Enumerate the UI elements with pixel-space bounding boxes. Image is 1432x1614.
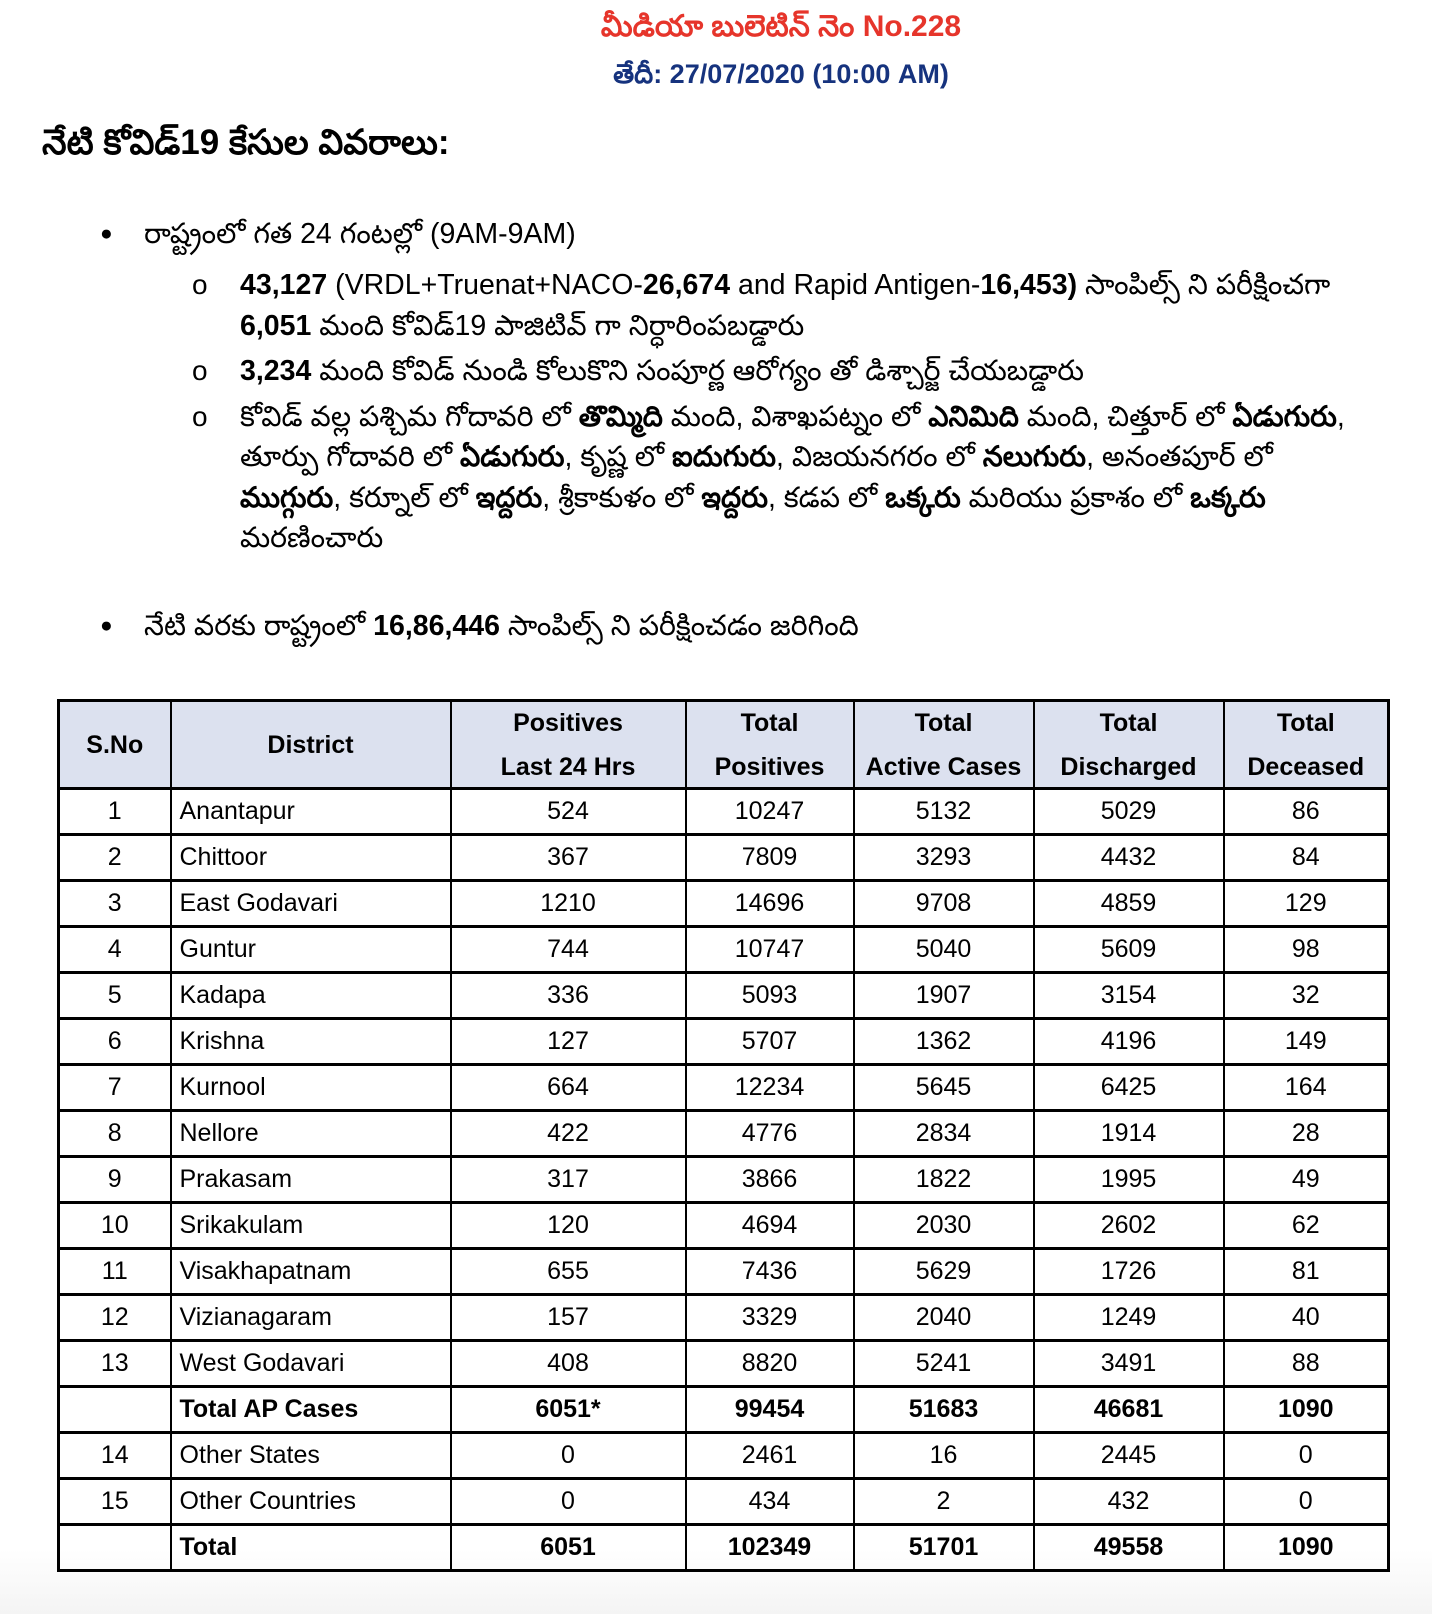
text-segment: ఒక్కరు — [1190, 481, 1266, 514]
table-row — [59, 1203, 1389, 1249]
value-cell: 664 — [451, 1065, 686, 1111]
text-segment: 16,86,446 — [373, 609, 500, 642]
text-segment: 6,051 — [240, 309, 312, 342]
district-cell: Total AP Cases — [171, 1387, 451, 1433]
section-heading: నేటి కోవిడ్19 కేసుల వివరాలు: — [42, 123, 450, 162]
table-header-cell — [854, 701, 1034, 789]
table-row — [59, 1249, 1389, 1295]
text-segment: 16,453) — [980, 269, 1078, 302]
value-cell: 5241 — [854, 1341, 1034, 1387]
bullet-text — [144, 607, 859, 645]
sub-bullet-deaths — [192, 397, 1432, 559]
table-row — [59, 1341, 1389, 1387]
text-segment: సాంపిల్స్ ని పరీక్షించగా — [1077, 269, 1331, 302]
circle-bullet-icon: o — [192, 269, 208, 301]
value-cell: 84 — [1224, 835, 1389, 881]
bullet-text: రాష్ట్రంలో గత 24 గంటల్లో (9AM-9AM) — [144, 218, 576, 250]
text-segment: , కృష్ణ లో — [564, 441, 673, 474]
value-cell: 1090 — [1224, 1525, 1389, 1571]
value-cell: 3154 — [1034, 973, 1224, 1019]
value-cell: 6425 — [1034, 1065, 1224, 1111]
value-cell: 7809 — [686, 835, 854, 881]
sub-bullet-discharged — [192, 351, 1432, 391]
value-cell: 317 — [451, 1157, 686, 1203]
text-segment: మంది కోవిడ్19 పాజిటివ్ గా నిర్ధారింపబడ్డారు — [311, 309, 805, 342]
value-cell: 1726 — [1034, 1249, 1224, 1295]
value-cell: 81 — [1224, 1249, 1389, 1295]
text-segment: ఏడుగురు — [459, 441, 565, 474]
sub-bullet-text — [240, 265, 1365, 346]
value-cell: 8820 — [686, 1341, 854, 1387]
district-cell: Nellore — [171, 1111, 451, 1157]
district-cell: Guntur — [171, 927, 451, 973]
value-cell: 129 — [1224, 881, 1389, 927]
text-segment: , విజయనగరం లో — [776, 441, 983, 474]
table-row — [59, 1525, 1389, 1571]
text-segment: ముగ్గురు — [240, 481, 334, 514]
bullet-dot-icon: ● — [100, 222, 113, 245]
district-cell: Other Countries — [171, 1479, 451, 1525]
value-cell: 422 — [451, 1111, 686, 1157]
district-cell: Visakhapatnam — [171, 1249, 451, 1295]
value-cell: 10747 — [686, 927, 854, 973]
table-header-cell — [171, 701, 451, 789]
value-cell: 164 — [1224, 1065, 1389, 1111]
sno-cell: 9 — [59, 1157, 171, 1203]
value-cell: 5629 — [854, 1249, 1034, 1295]
value-cell: 3491 — [1034, 1341, 1224, 1387]
value-cell: 2445 — [1034, 1433, 1224, 1479]
sub-bullet-text — [240, 351, 1365, 391]
text-segment: సాంపిల్స్ ని పరీక్షించడం జరిగింది — [499, 609, 859, 642]
district-cell: Kurnool — [171, 1065, 451, 1111]
sno-cell: 2 — [59, 835, 171, 881]
value-cell: 32 — [1224, 973, 1389, 1019]
bullet-dot-icon: ● — [100, 613, 113, 637]
district-cell: Kadapa — [171, 973, 451, 1019]
bullet-item-last-24-hrs — [100, 215, 1432, 253]
text-segment: , అనంతపూర్ లో — [1086, 441, 1273, 474]
value-cell: 5609 — [1034, 927, 1224, 973]
value-cell: 744 — [451, 927, 686, 973]
text-segment: నేటి వరకు రాష్ట్రంలో — [144, 609, 374, 642]
table-row — [59, 1433, 1389, 1479]
text-segment: 26,674 — [642, 269, 731, 302]
sno-cell: 12 — [59, 1295, 171, 1341]
district-cell: Other States — [171, 1433, 451, 1479]
district-cell: Vizianagaram — [171, 1295, 451, 1341]
table-row — [59, 881, 1389, 927]
value-cell: 434 — [686, 1479, 854, 1525]
sno-cell: 15 — [59, 1479, 171, 1525]
text-segment: మంది, చిత్తూర్ లో — [1018, 400, 1233, 433]
value-cell: 16 — [854, 1433, 1034, 1479]
value-cell: 1210 — [451, 881, 686, 927]
value-cell: 120 — [451, 1203, 686, 1249]
value-cell: 102349 — [686, 1525, 854, 1571]
text-segment: ఇద్దరు — [701, 481, 768, 514]
value-cell: 51701 — [854, 1525, 1034, 1571]
table-row — [59, 1479, 1389, 1525]
value-cell: 51683 — [854, 1387, 1034, 1433]
header-line: Discharged — [1060, 752, 1197, 781]
value-cell: 4776 — [686, 1111, 854, 1157]
text-segment: 3,234 — [240, 355, 312, 388]
header-line: Positives — [714, 752, 825, 781]
bulletin-title: మీడియా బులెటిన్ నెం No.228 — [600, 10, 962, 43]
header-line: Deceased — [1247, 752, 1365, 781]
district-cases-table — [57, 699, 1390, 1572]
header-line: Last 24 Hrs — [500, 752, 636, 781]
value-cell: 0 — [1224, 1433, 1389, 1479]
value-cell: 1249 — [1034, 1295, 1224, 1341]
value-cell: 5040 — [854, 927, 1034, 973]
district-cell: Prakasam — [171, 1157, 451, 1203]
table-row — [59, 789, 1389, 835]
value-cell: 0 — [451, 1433, 686, 1479]
value-cell: 149 — [1224, 1019, 1389, 1065]
district-cell: East Godavari — [171, 881, 451, 927]
text-segment: , శ్రీకాకుళం లో — [542, 481, 702, 514]
value-cell: 9708 — [854, 881, 1034, 927]
value-cell: 14696 — [686, 881, 854, 927]
sno-cell: 7 — [59, 1065, 171, 1111]
text-segment: , తూర్పు గోదావరి లో — [240, 400, 1345, 474]
sno-cell — [59, 1387, 171, 1433]
district-cell: West Godavari — [171, 1341, 451, 1387]
value-cell: 1090 — [1224, 1387, 1389, 1433]
table-row — [59, 927, 1389, 973]
table-header-cell — [1224, 701, 1389, 789]
text-segment: మంది కోవిడ్ నుండి కోలుకొని సంపూర్ణ ఆరోగ్యం తో డిశ్చార్జ్ చేయబడ్డారు — [311, 355, 1084, 388]
title-block — [0, 0, 1432, 97]
value-cell: 7436 — [686, 1249, 854, 1295]
header-line: S.No — [86, 730, 144, 759]
table-header-cell — [451, 701, 686, 789]
text-segment: ఏడుగురు — [1232, 400, 1337, 433]
text-segment: and Rapid Antigen- — [730, 269, 981, 302]
value-cell: 6051 — [451, 1525, 686, 1571]
district-cell: Srikakulam — [171, 1203, 451, 1249]
value-cell: 1362 — [854, 1019, 1034, 1065]
sub-bullet-samples-tested — [192, 265, 1432, 346]
table-row — [59, 1065, 1389, 1111]
value-cell: 524 — [451, 789, 686, 835]
sno-cell: 1 — [107, 797, 122, 826]
district-cell: Anantapur — [171, 789, 451, 835]
value-cell: 2030 — [854, 1203, 1034, 1249]
value-cell: 6051* — [451, 1387, 686, 1433]
value-cell: 3293 — [854, 835, 1034, 881]
text-segment: ఒక్కరు — [885, 481, 961, 514]
text-segment: (VRDL+Truenat+NACO- — [335, 269, 643, 302]
value-cell: 2040 — [854, 1295, 1034, 1341]
header-line: Active Cases — [865, 752, 1022, 781]
sno-cell: 11 — [59, 1249, 171, 1295]
sno-cell: 4 — [59, 927, 171, 973]
table-row — [59, 1295, 1389, 1341]
value-cell: 3329 — [686, 1295, 854, 1341]
text-segment: మరియు ప్రకాశం లో — [960, 481, 1191, 514]
value-cell: 336 — [451, 973, 686, 1019]
value-cell: 2 — [854, 1479, 1034, 1525]
value-cell: 5029 — [1034, 789, 1224, 835]
value-cell: 4859 — [1034, 881, 1224, 927]
value-cell: 367 — [451, 835, 686, 881]
text-segment: మంది, విశాఖపట్నం లో — [662, 400, 929, 433]
district-cell: Krishna — [171, 1019, 451, 1065]
sno-cell: 14 — [59, 1433, 171, 1479]
text-segment: ఐదుగురు — [672, 441, 776, 474]
table-row — [59, 973, 1389, 1019]
value-cell: 1995 — [1034, 1157, 1224, 1203]
text-segment: 43,127 — [240, 269, 336, 302]
value-cell: 1907 — [854, 973, 1034, 1019]
text-segment: కోవిడ్ వల్ల పశ్చిమ గోదావరి లో — [240, 400, 579, 433]
value-cell: 2602 — [1034, 1203, 1224, 1249]
value-cell: 40 — [1224, 1295, 1389, 1341]
sno-cell: 13 — [59, 1341, 171, 1387]
sub-bullet-text — [240, 397, 1365, 559]
header-line: Total — [1099, 708, 1158, 737]
value-cell: 5707 — [686, 1019, 854, 1065]
value-cell: 408 — [451, 1341, 686, 1387]
bullet-item-total-samples — [100, 607, 1432, 645]
sno-cell: 8 — [59, 1111, 171, 1157]
bulletin-date: తేదీ: 27/07/2020 (10:00 AM) — [613, 59, 949, 89]
value-cell: 62 — [1224, 1203, 1389, 1249]
header-line: Total — [914, 708, 973, 737]
text-segment: , కర్నూల్ లో — [333, 481, 476, 514]
value-cell: 99454 — [686, 1387, 854, 1433]
sub-bullet-list — [192, 265, 1432, 558]
value-cell: 432 — [1034, 1479, 1224, 1525]
value-cell: 98 — [1224, 927, 1389, 973]
value-cell: 49 — [1224, 1157, 1389, 1203]
value-cell: 49558 — [1034, 1525, 1224, 1571]
district-cell: Total — [171, 1525, 451, 1571]
table-row — [59, 1111, 1389, 1157]
value-cell: 88 — [1224, 1341, 1389, 1387]
circle-bullet-icon: o — [192, 400, 208, 432]
text-segment: ఇద్దరు — [475, 481, 543, 514]
value-cell: 12234 — [686, 1065, 854, 1111]
header-line: Total — [740, 708, 799, 737]
sno-cell: 5 — [59, 973, 171, 1019]
value-cell: 2461 — [686, 1433, 854, 1479]
table-row — [59, 1019, 1389, 1065]
value-cell: 3866 — [686, 1157, 854, 1203]
bullet-list — [100, 215, 1432, 645]
value-cell: 157 — [451, 1295, 686, 1341]
value-cell: 0 — [451, 1479, 686, 1525]
header-line: Total — [1276, 708, 1335, 737]
value-cell: 46681 — [1034, 1387, 1224, 1433]
district-cell: Chittoor — [171, 835, 451, 881]
value-cell: 4694 — [686, 1203, 854, 1249]
value-cell: 86 — [1224, 789, 1389, 835]
sno-cell — [59, 1525, 171, 1571]
value-cell: 4196 — [1034, 1019, 1224, 1065]
sno-cell: 10 — [59, 1203, 171, 1249]
circle-bullet-icon: o — [192, 355, 208, 387]
header-line: Positives — [513, 708, 623, 737]
sno-cell: 3 — [59, 881, 171, 927]
value-cell: 127 — [451, 1019, 686, 1065]
header-line: District — [267, 730, 354, 759]
table-header-cell — [1034, 701, 1224, 789]
text-segment: నలుగురు — [982, 441, 1087, 474]
value-cell: 1914 — [1034, 1111, 1224, 1157]
text-segment: , కడప లో — [767, 481, 886, 514]
text-segment: ఎనిమిది — [928, 400, 1019, 433]
value-cell: 1822 — [854, 1157, 1034, 1203]
text-segment: మరణించారు — [240, 522, 384, 555]
table-header-cell — [686, 701, 854, 789]
table-body — [59, 789, 1389, 1571]
table-header-cell — [59, 701, 171, 789]
value-cell: 28 — [1224, 1111, 1389, 1157]
value-cell: 5132 — [854, 789, 1034, 835]
table-row — [59, 835, 1389, 881]
sno-cell: 6 — [59, 1019, 171, 1065]
value-cell: 2834 — [854, 1111, 1034, 1157]
value-cell: 0 — [1224, 1479, 1389, 1525]
table-row — [59, 1157, 1389, 1203]
value-cell: 10247 — [686, 789, 854, 835]
table-row — [59, 1387, 1389, 1433]
value-cell: 4432 — [1034, 835, 1224, 881]
table-header-row — [59, 701, 1389, 789]
value-cell: 5645 — [854, 1065, 1034, 1111]
value-cell: 5093 — [686, 973, 854, 1019]
text-segment: తొమ్మిది — [578, 400, 663, 433]
value-cell: 655 — [451, 1249, 686, 1295]
